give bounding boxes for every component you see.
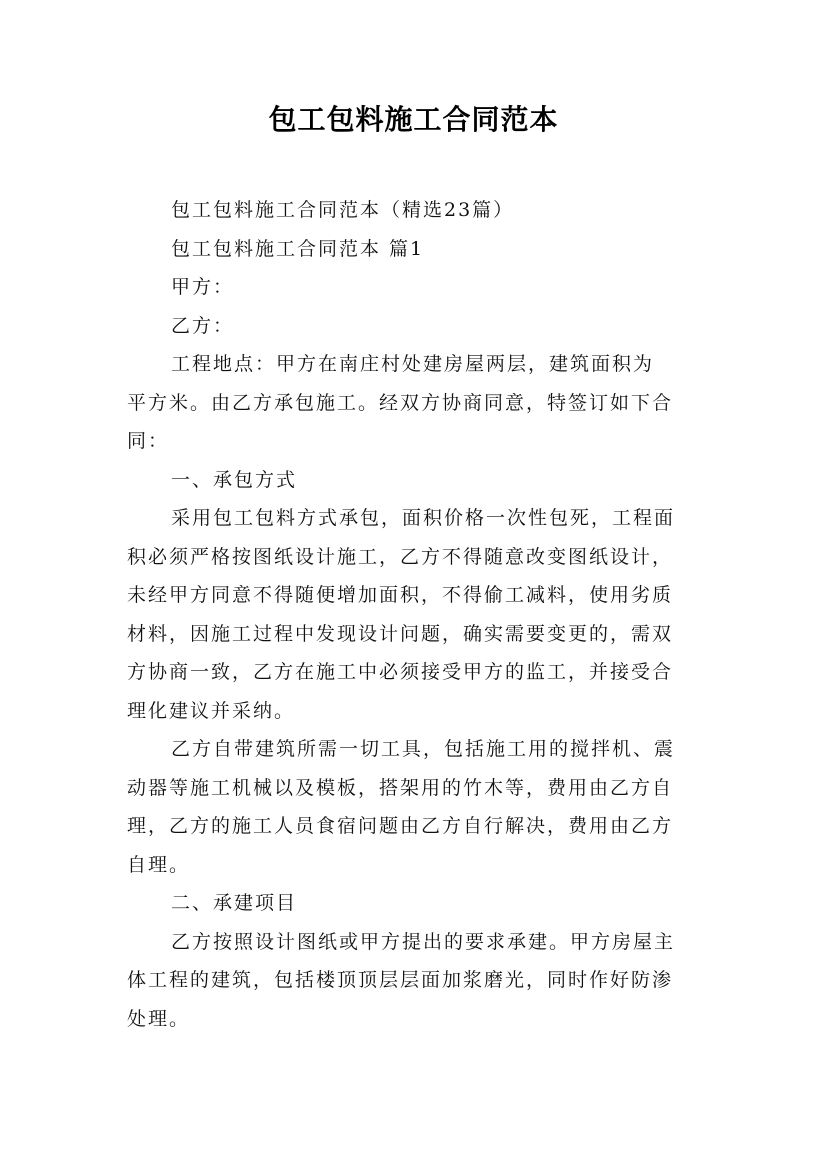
- text-line: 平方米。由乙方承包施工。经双方协商同意，特签订如下合: [127, 391, 674, 414]
- text-line: 未经甲方同意不得随便增加面积，不得偷工减料，使用劣质: [127, 584, 674, 606]
- paragraph-subtitle: [127, 191, 707, 230]
- text-line: 工程地点：甲方在南庄村处建房屋两层，建筑面积为: [171, 353, 655, 375]
- paragraph-construction-items: [127, 923, 707, 1039]
- paragraph-project-location: [127, 345, 707, 461]
- text-line: 动器等施工机械以及模板，搭架用的竹木等，费用由乙方自: [127, 776, 674, 799]
- text-line: 积必须严格按图纸设计施工，乙方不得随意改变图纸设计，: [127, 545, 674, 568]
- text-line: 方协商一致，乙方在施工中必须接受甲方的监工，并接受合: [127, 661, 674, 683]
- text-line: 甲方：: [171, 276, 235, 298]
- paragraph-party-a: [127, 268, 707, 307]
- text-line: 一、承包方式: [171, 468, 298, 491]
- paragraph-heading-2: [127, 884, 707, 923]
- paragraph-section-heading: [127, 230, 707, 269]
- text-line: 乙方自带建筑所需一切工具，包括施工用的搅拌机、震: [171, 738, 676, 760]
- text-line: 采用包工包料方式承包，面积价格一次性包死，工程面: [171, 507, 676, 529]
- text-line: 理，乙方的施工人员食宿问题由乙方自行解决，费用由乙方: [127, 815, 674, 837]
- text-line: 同：: [127, 430, 170, 452]
- document-title: 包工包料施工合同范本: [268, 103, 559, 136]
- text-line: 包工包料施工合同范本（精选23篇）: [171, 199, 515, 221]
- text-line: 乙方：: [171, 314, 235, 337]
- text-line: 处理。: [127, 1007, 191, 1030]
- text-line: 体工程的建筑，包括楼顶顶层层面加浆磨光，同时作好防渗: [127, 969, 674, 991]
- document-body: [127, 191, 707, 1038]
- paragraph-contract-method: [127, 499, 707, 730]
- paragraph-tools: [127, 730, 707, 884]
- paragraph-party-b: [127, 307, 707, 346]
- text-line: 理化建议并采纳。: [127, 699, 296, 722]
- text-line: 乙方按照设计图纸或甲方提出的要求承建。甲方房屋主: [171, 930, 676, 953]
- text-line: 包工包料施工合同范本 篇1: [171, 237, 425, 260]
- text-line: 二、承建项目: [171, 892, 298, 914]
- paragraph-heading-1: [127, 461, 707, 500]
- text-line: 自理。: [127, 853, 191, 876]
- text-line: 材料，因施工过程中发现设计问题，确实需要变更的，需双: [127, 622, 674, 645]
